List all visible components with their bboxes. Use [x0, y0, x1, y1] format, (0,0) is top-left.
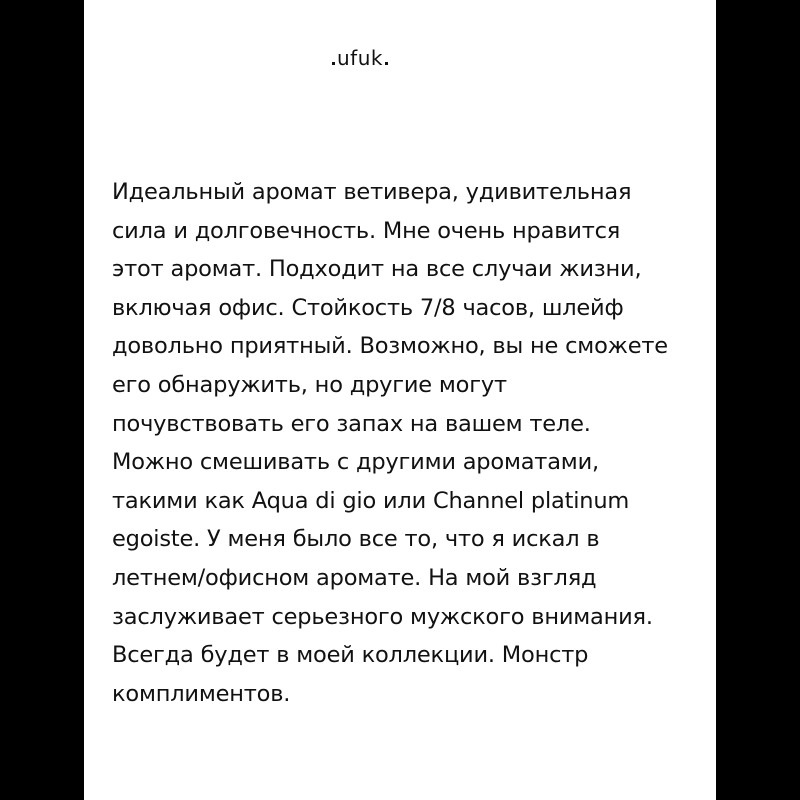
username-label[interactable]: [332, 44, 388, 72]
review-line: сила и долговечность. Мне очень нравится: [112, 217, 621, 244]
review-line: комплиментов.: [112, 680, 291, 707]
review-line: Всегда будет в моей коллекции. Монстр: [112, 642, 589, 669]
period-mark: [385, 62, 388, 65]
review-line: включая офис. Стойкость 7/8 часов, шлейф: [112, 294, 624, 321]
review-line: egoiste. У меня было все то, что я искал в: [112, 526, 600, 553]
review-line: летнем/офисном аромате. На мой взгляд: [112, 564, 597, 591]
review-line: его обнаружить, но другие могут: [112, 371, 507, 398]
review-line: Идеальный аромат ветивера, удивительная: [112, 179, 632, 205]
review-line: такими как Aqua di gio или Channel platinum: [112, 487, 630, 514]
review-line: почувствовать его запах на вашем теле.: [112, 410, 591, 437]
review-line: заслуживает серьезного мужского внимания.: [112, 603, 653, 630]
review-line: Можно смешивать с другими ароматами,: [112, 449, 599, 476]
review-line: этот аромат. Подходит на все случаи жизни,: [112, 256, 642, 283]
review-line: довольно приятный. Возможно, вы не сможете: [112, 333, 668, 360]
review-text: [112, 173, 692, 713]
post-card: [84, 0, 716, 800]
underscore-mark: [332, 62, 335, 65]
username-text: ufuk: [337, 46, 383, 70]
